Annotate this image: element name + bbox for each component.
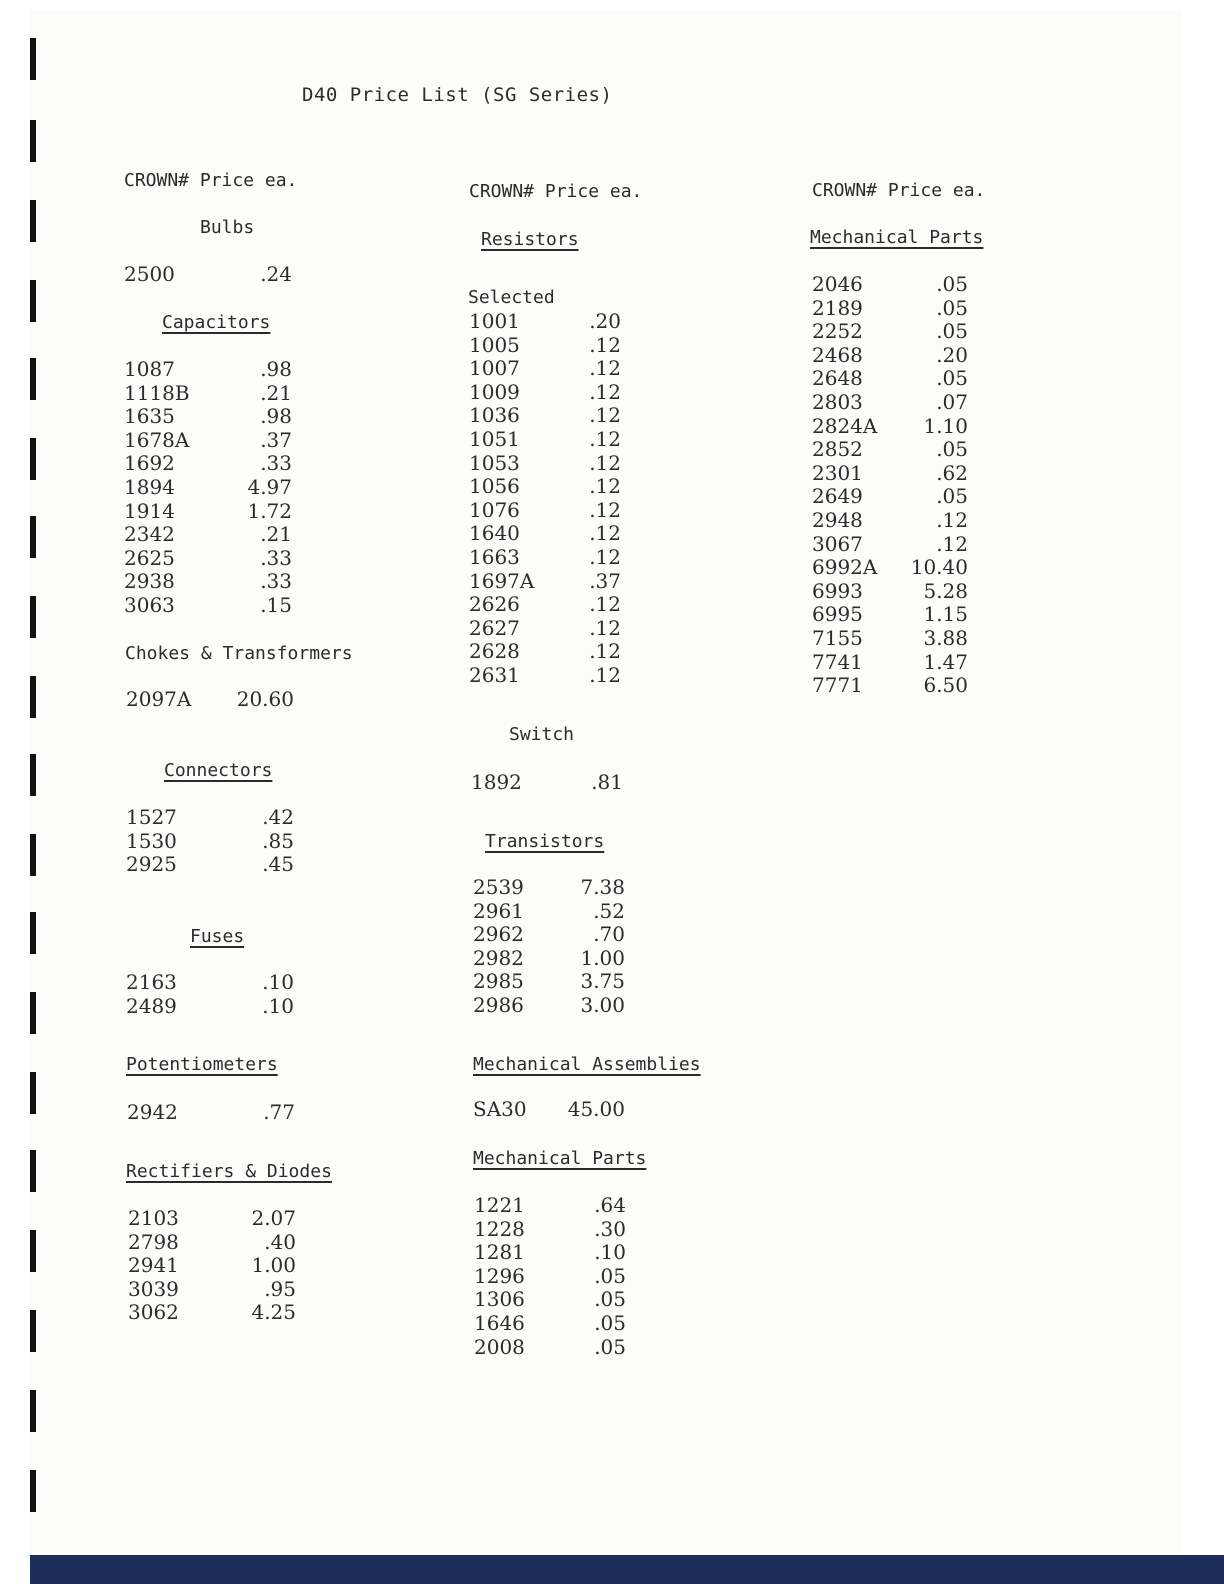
crown-number: 1036 bbox=[469, 403, 520, 428]
price-row bbox=[812, 367, 968, 391]
binding-mark bbox=[30, 1310, 36, 1352]
bulbs-list bbox=[124, 263, 292, 287]
crown-number: 2962 bbox=[473, 922, 524, 947]
unit-price: 3.88 bbox=[923, 625, 968, 650]
unit-price: .64 bbox=[594, 1193, 626, 1217]
price-row bbox=[812, 391, 968, 415]
unit-price: 4.97 bbox=[247, 474, 292, 499]
crown-number: 2649 bbox=[812, 484, 863, 509]
section-heading-mechanical-parts: Mechanical Parts bbox=[473, 1148, 647, 1169]
price-row bbox=[469, 499, 621, 523]
binding-mark bbox=[30, 38, 36, 80]
unit-price: 4.25 bbox=[251, 1300, 296, 1325]
price-row bbox=[473, 900, 625, 924]
crown-number: 3039 bbox=[128, 1276, 179, 1301]
price-row bbox=[469, 617, 621, 641]
unit-price: .10 bbox=[262, 993, 294, 1018]
unit-price: .12 bbox=[589, 592, 621, 617]
binding-mark bbox=[30, 1470, 36, 1512]
price-row bbox=[812, 603, 968, 627]
price-row bbox=[473, 876, 625, 900]
price-row bbox=[128, 1207, 296, 1231]
section-heading-fuses: Fuses bbox=[190, 926, 245, 947]
unit-price: .52 bbox=[593, 898, 625, 923]
crown-number: 1001 bbox=[469, 309, 520, 333]
binding-mark bbox=[30, 992, 36, 1034]
price-row bbox=[126, 995, 294, 1019]
price-row bbox=[812, 627, 968, 651]
price-row bbox=[124, 547, 292, 571]
unit-price: .37 bbox=[260, 427, 292, 452]
unit-price: .30 bbox=[594, 1216, 626, 1241]
unit-price: .12 bbox=[589, 544, 621, 569]
section-heading-mechanical-assemblies: Mechanical Assemblies bbox=[473, 1054, 701, 1075]
price-row bbox=[469, 593, 621, 617]
price-row bbox=[471, 771, 623, 795]
unit-price: 5.28 bbox=[923, 578, 968, 603]
price-row bbox=[126, 853, 294, 877]
section-heading-bulbs: Bulbs bbox=[200, 217, 255, 238]
binding-mark bbox=[30, 1072, 36, 1114]
unit-price: .77 bbox=[263, 1100, 295, 1124]
unit-price: .10 bbox=[594, 1240, 626, 1265]
price-row bbox=[128, 1254, 296, 1278]
resistors-list bbox=[469, 310, 621, 688]
price-row bbox=[469, 522, 621, 546]
rectifiers-diodes-list bbox=[128, 1207, 296, 1325]
crown-number: 2163 bbox=[126, 970, 177, 994]
price-row bbox=[126, 688, 294, 712]
crown-number: 6992A bbox=[812, 555, 878, 580]
fuses-list bbox=[126, 971, 294, 1018]
binding-mark bbox=[30, 120, 36, 162]
price-row bbox=[469, 452, 621, 476]
price-row bbox=[469, 640, 621, 664]
crown-number: 2468 bbox=[812, 342, 863, 367]
unit-price: .12 bbox=[589, 403, 621, 428]
switch-list bbox=[471, 771, 623, 795]
price-row bbox=[124, 263, 292, 287]
price-row bbox=[469, 546, 621, 570]
unit-price: .62 bbox=[936, 460, 968, 485]
price-row bbox=[124, 476, 292, 500]
unit-price: .05 bbox=[936, 366, 968, 391]
crown-number: 1118B bbox=[124, 380, 190, 405]
crown-number: 2938 bbox=[124, 569, 175, 594]
price-row bbox=[469, 428, 621, 452]
unit-price: .05 bbox=[936, 272, 968, 296]
resistors-subheading-selected: Selected bbox=[468, 287, 555, 308]
crown-number: 1306 bbox=[474, 1287, 525, 1312]
price-row bbox=[812, 556, 968, 580]
crown-number: 1527 bbox=[126, 805, 177, 829]
crown-number: 2798 bbox=[128, 1229, 179, 1254]
crown-number: 1640 bbox=[469, 521, 520, 546]
crown-number: 7771 bbox=[812, 673, 863, 698]
unit-price: 7.38 bbox=[580, 875, 625, 899]
unit-price: .12 bbox=[589, 497, 621, 522]
crown-number: SA30 bbox=[473, 1097, 527, 1121]
price-row bbox=[128, 1301, 296, 1325]
unit-price: .05 bbox=[594, 1334, 626, 1359]
crown-number: 2852 bbox=[812, 437, 863, 462]
price-row bbox=[473, 994, 625, 1018]
unit-price: .45 bbox=[262, 852, 294, 877]
crown-number: 2301 bbox=[812, 460, 863, 485]
column-header: CROWN# Price ea. bbox=[469, 181, 643, 202]
crown-number: 2103 bbox=[128, 1206, 179, 1230]
crown-number: 1646 bbox=[474, 1310, 525, 1335]
price-row bbox=[469, 310, 621, 334]
crown-number: 1692 bbox=[124, 451, 175, 476]
crown-number: 3062 bbox=[128, 1300, 179, 1325]
price-row bbox=[127, 1101, 295, 1125]
price-row bbox=[812, 462, 968, 486]
binding-mark bbox=[30, 754, 36, 796]
crown-number: 1009 bbox=[469, 379, 520, 404]
price-row bbox=[126, 971, 294, 995]
connectors-list bbox=[126, 806, 294, 877]
unit-price: .95 bbox=[264, 1276, 296, 1301]
crown-number: 1697A bbox=[469, 568, 535, 593]
unit-price: .12 bbox=[589, 426, 621, 451]
crown-number: 2824A bbox=[812, 413, 878, 438]
unit-price: .12 bbox=[936, 507, 968, 532]
crown-number: 1076 bbox=[469, 497, 520, 522]
unit-price: .12 bbox=[589, 332, 621, 357]
price-row bbox=[469, 404, 621, 428]
crown-number: 2942 bbox=[127, 1100, 178, 1124]
unit-price: .05 bbox=[936, 484, 968, 509]
price-row bbox=[474, 1265, 626, 1289]
section-heading-potentiometers: Potentiometers bbox=[126, 1054, 278, 1075]
unit-price: .42 bbox=[262, 805, 294, 829]
price-row bbox=[469, 475, 621, 499]
price-row bbox=[473, 923, 625, 947]
unit-price: .07 bbox=[936, 389, 968, 414]
unit-price: .81 bbox=[591, 770, 623, 794]
scan-bottom-edge bbox=[30, 1555, 1224, 1584]
crown-number: 2500 bbox=[124, 262, 175, 286]
price-row bbox=[474, 1241, 626, 1265]
price-row bbox=[812, 438, 968, 462]
binding-mark bbox=[30, 1230, 36, 1272]
unit-price: 1.00 bbox=[580, 945, 625, 970]
crown-number: 2189 bbox=[812, 295, 863, 320]
mechanical-parts-list bbox=[812, 273, 968, 698]
price-row bbox=[812, 509, 968, 533]
unit-price: .05 bbox=[594, 1310, 626, 1335]
unit-price: 10.40 bbox=[910, 555, 968, 580]
crown-number: 1005 bbox=[469, 332, 520, 357]
unit-price: .70 bbox=[593, 922, 625, 947]
price-row bbox=[469, 357, 621, 381]
crown-number: 1894 bbox=[124, 474, 175, 499]
price-row bbox=[469, 381, 621, 405]
section-heading-rectifiers-diodes: Rectifiers & Diodes bbox=[126, 1161, 332, 1182]
unit-price: .12 bbox=[936, 531, 968, 556]
unit-price: .40 bbox=[264, 1229, 296, 1254]
unit-price: .15 bbox=[260, 592, 292, 617]
price-row bbox=[474, 1218, 626, 1242]
price-row bbox=[812, 674, 968, 698]
unit-price: .33 bbox=[260, 569, 292, 594]
unit-price: 45.00 bbox=[567, 1097, 625, 1121]
column-header: CROWN# Price ea. bbox=[124, 170, 298, 191]
price-row bbox=[124, 358, 292, 382]
unit-price: .12 bbox=[589, 450, 621, 475]
crown-number: 2008 bbox=[474, 1334, 525, 1359]
price-row bbox=[473, 1098, 625, 1122]
price-row bbox=[124, 382, 292, 406]
crown-number: 1228 bbox=[474, 1216, 525, 1241]
crown-number: 2961 bbox=[473, 898, 524, 923]
crown-number: 1221 bbox=[474, 1193, 525, 1217]
price-row bbox=[124, 452, 292, 476]
column-header: CROWN# Price ea. bbox=[812, 180, 986, 201]
price-row bbox=[124, 570, 292, 594]
binding-mark bbox=[30, 516, 36, 558]
crown-number: 2803 bbox=[812, 389, 863, 414]
price-row bbox=[126, 830, 294, 854]
unit-price: .05 bbox=[936, 319, 968, 344]
price-row bbox=[124, 500, 292, 524]
binding-mark bbox=[30, 1390, 36, 1432]
crown-number: 7155 bbox=[812, 625, 863, 650]
price-row bbox=[469, 570, 621, 594]
unit-price: .05 bbox=[594, 1287, 626, 1312]
crown-number: 2648 bbox=[812, 366, 863, 391]
crown-number: 2046 bbox=[812, 272, 863, 296]
crown-number: 7741 bbox=[812, 649, 863, 674]
price-row bbox=[124, 405, 292, 429]
crown-number: 1678A bbox=[124, 427, 190, 452]
page-title: D40 Price List (SG Series) bbox=[302, 84, 613, 106]
crown-number: 1007 bbox=[469, 356, 520, 381]
crown-number: 1051 bbox=[469, 426, 520, 451]
crown-number: 1663 bbox=[469, 544, 520, 569]
crown-number: 2985 bbox=[473, 969, 524, 994]
price-row bbox=[812, 580, 968, 604]
unit-price: .12 bbox=[589, 662, 621, 687]
section-heading-capacitors: Capacitors bbox=[162, 312, 271, 333]
capacitors-list bbox=[124, 358, 292, 618]
crown-number: 2627 bbox=[469, 615, 520, 640]
price-row bbox=[124, 523, 292, 547]
unit-price: 1.15 bbox=[923, 602, 968, 627]
unit-price: .33 bbox=[260, 451, 292, 476]
section-heading-connectors: Connectors bbox=[164, 760, 273, 781]
crown-number: 3063 bbox=[124, 592, 175, 617]
crown-number: 2628 bbox=[469, 639, 520, 664]
crown-number: 1053 bbox=[469, 450, 520, 475]
unit-price: .98 bbox=[260, 357, 292, 381]
crown-number: 2625 bbox=[124, 545, 175, 570]
crown-number: 3067 bbox=[812, 531, 863, 556]
crown-number: 1056 bbox=[469, 474, 520, 499]
crown-number: 1087 bbox=[124, 357, 175, 381]
crown-number: 2982 bbox=[473, 945, 524, 970]
binding-mark bbox=[30, 358, 36, 400]
unit-price: .98 bbox=[260, 404, 292, 429]
price-row bbox=[812, 273, 968, 297]
unit-price: .05 bbox=[936, 437, 968, 462]
crown-number: 1914 bbox=[124, 498, 175, 523]
price-row bbox=[128, 1231, 296, 1255]
crown-number: 2948 bbox=[812, 507, 863, 532]
crown-number: 2925 bbox=[126, 852, 177, 877]
price-row bbox=[812, 344, 968, 368]
unit-price: .20 bbox=[589, 309, 621, 333]
crown-number: 1892 bbox=[471, 770, 522, 794]
price-row bbox=[474, 1336, 626, 1360]
unit-price: 20.60 bbox=[236, 687, 294, 711]
price-row bbox=[473, 970, 625, 994]
unit-price: 1.00 bbox=[251, 1253, 296, 1278]
unit-price: .24 bbox=[260, 262, 292, 286]
price-row bbox=[128, 1278, 296, 1302]
unit-price: .12 bbox=[589, 639, 621, 664]
unit-price: 6.50 bbox=[923, 673, 968, 698]
potentiometers-list bbox=[127, 1101, 295, 1125]
section-heading-transistors: Transistors bbox=[485, 831, 605, 852]
crown-number: 2986 bbox=[473, 992, 524, 1017]
unit-price: .12 bbox=[589, 521, 621, 546]
unit-price: .10 bbox=[262, 970, 294, 994]
unit-price: .21 bbox=[260, 522, 292, 547]
transistors-list bbox=[473, 876, 625, 1018]
price-row bbox=[469, 334, 621, 358]
binding-mark bbox=[30, 280, 36, 322]
unit-price: .37 bbox=[589, 568, 621, 593]
crown-number: 2342 bbox=[124, 522, 175, 547]
unit-price: .05 bbox=[594, 1263, 626, 1288]
crown-number: 2252 bbox=[812, 319, 863, 344]
crown-number: 2097A bbox=[126, 687, 192, 711]
crown-number: 6995 bbox=[812, 602, 863, 627]
price-row bbox=[474, 1288, 626, 1312]
unit-price: .12 bbox=[589, 615, 621, 640]
binding-mark bbox=[30, 200, 36, 242]
section-heading-switch: Switch bbox=[509, 724, 575, 745]
binding-mark bbox=[30, 438, 36, 480]
binding-mark bbox=[30, 1150, 36, 1192]
section-heading-mechanical-parts: Mechanical Parts bbox=[810, 227, 984, 248]
price-row bbox=[812, 297, 968, 321]
price-row bbox=[473, 947, 625, 971]
unit-price: .12 bbox=[589, 379, 621, 404]
chokes-transformers-list bbox=[126, 688, 294, 712]
price-row bbox=[812, 320, 968, 344]
section-heading-resistors: Resistors bbox=[481, 229, 579, 250]
unit-price: .21 bbox=[260, 380, 292, 405]
crown-number: 2626 bbox=[469, 592, 520, 617]
crown-number: 1296 bbox=[474, 1263, 525, 1288]
price-row bbox=[812, 485, 968, 509]
unit-price: .12 bbox=[589, 356, 621, 381]
unit-price: .20 bbox=[936, 342, 968, 367]
price-row bbox=[126, 806, 294, 830]
price-row bbox=[812, 415, 968, 439]
crown-number: 2941 bbox=[128, 1253, 179, 1278]
crown-number: 1530 bbox=[126, 828, 177, 853]
crown-number: 6993 bbox=[812, 578, 863, 603]
unit-price: 3.75 bbox=[580, 969, 625, 994]
unit-price: .05 bbox=[936, 295, 968, 320]
price-row bbox=[124, 594, 292, 618]
mechanical-assemblies-list bbox=[473, 1098, 625, 1122]
unit-price: 1.47 bbox=[923, 649, 968, 674]
crown-number: 2539 bbox=[473, 875, 524, 899]
binding-mark bbox=[30, 912, 36, 954]
binding-mark bbox=[30, 596, 36, 638]
price-row bbox=[812, 533, 968, 557]
crown-number: 2631 bbox=[469, 662, 520, 687]
unit-price: 1.72 bbox=[247, 498, 292, 523]
crown-number: 2489 bbox=[126, 993, 177, 1018]
unit-price: 1.10 bbox=[923, 413, 968, 438]
price-row bbox=[474, 1312, 626, 1336]
unit-price: .33 bbox=[260, 545, 292, 570]
price-row bbox=[474, 1194, 626, 1218]
price-row bbox=[124, 429, 292, 453]
price-row bbox=[812, 651, 968, 675]
binding-mark bbox=[30, 834, 36, 876]
unit-price: 3.00 bbox=[580, 992, 625, 1017]
price-row bbox=[469, 664, 621, 688]
mechanical-parts-list bbox=[474, 1194, 626, 1359]
unit-price: .12 bbox=[589, 474, 621, 499]
unit-price: .85 bbox=[262, 828, 294, 853]
crown-number: 1635 bbox=[124, 404, 175, 429]
crown-number: 1281 bbox=[474, 1240, 525, 1265]
section-heading-chokes-transformers: Chokes & Transformers bbox=[125, 643, 353, 664]
binding-mark bbox=[30, 676, 36, 718]
unit-price: 2.07 bbox=[251, 1206, 296, 1230]
